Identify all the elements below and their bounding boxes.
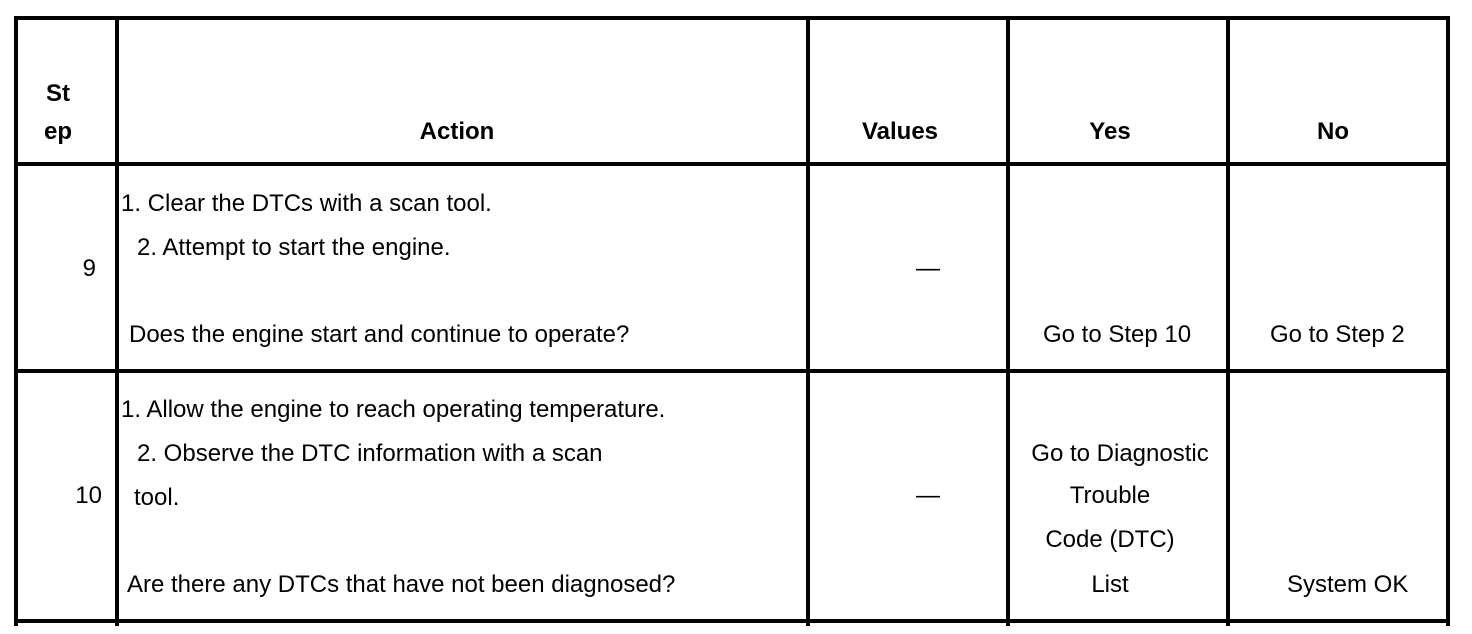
action-item: 1. Clear the DTCs with a scan tool. — [121, 190, 492, 217]
yes-cell-line: List — [1091, 571, 1129, 598]
action-item: 2. Observe the DTC information with a scan — [137, 440, 603, 467]
table-border-top — [14, 16, 1450, 20]
yes-cell-line: Trouble — [1069, 482, 1151, 509]
action-item: 2. Attempt to start the engine. — [137, 234, 451, 261]
yes-cell-line: Go to Diagnostic — [1031, 440, 1209, 467]
header-divider — [14, 162, 1450, 166]
yes-cell: Go to Step 10 — [1043, 321, 1192, 348]
action-question: Are there any DTCs that have not been diagnosed? — [127, 571, 676, 598]
table-border-right — [1446, 16, 1450, 626]
col-divider-action — [806, 16, 810, 626]
values-cell: — — [916, 255, 940, 282]
values-cell: — — [916, 482, 940, 509]
header-values: Values — [861, 118, 939, 145]
step-number: 9 — [82, 255, 96, 282]
col-divider-yes — [1226, 16, 1230, 626]
header-step-line1: St — [46, 80, 70, 107]
header-step-line2: ep — [43, 118, 72, 145]
action-item: 1. Allow the engine to reach operating temperature. — [121, 396, 666, 423]
col-divider-step — [115, 16, 119, 626]
header-yes: Yes — [1089, 118, 1131, 145]
yes-cell-line: Code (DTC) — [1045, 526, 1175, 553]
action-item: tool. — [134, 484, 180, 511]
table-border-bottom — [14, 619, 1450, 623]
row-divider — [14, 369, 1450, 373]
action-question: Does the engine start and continue to operate? — [129, 321, 630, 348]
header-action: Action — [419, 118, 495, 145]
no-cell: Go to Step 2 — [1270, 321, 1405, 348]
no-cell: System OK — [1287, 571, 1409, 598]
header-no: No — [1317, 118, 1349, 145]
step-number: 10 — [75, 482, 102, 509]
